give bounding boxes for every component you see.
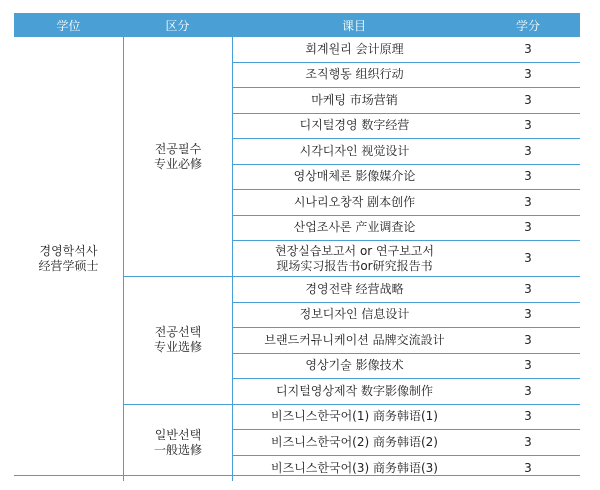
table-row-course: 시나리오창작 剧本创作 <box>232 190 476 216</box>
header-course: 课目 <box>232 13 476 37</box>
table-row-credit: 3 <box>476 88 580 114</box>
table-row-course: 시각디자인 视觉设计 <box>232 139 476 165</box>
table-row-credit: 3 <box>476 241 580 277</box>
table-row-credit: 3 <box>476 328 580 354</box>
table-row-course: 비즈니스한국어(3) 商务韩语(3) <box>232 456 476 482</box>
table-row-credit: 3 <box>476 63 580 89</box>
table-row-course: 정보디자인 信息设计 <box>232 303 476 329</box>
table-row-course: 브랜드커뮤니케이션 品牌交流設计 <box>232 328 476 354</box>
table-row-credit: 3 <box>476 190 580 216</box>
table-row-course: 조직행동 组织行动 <box>232 63 476 89</box>
table-row-course: 영상기술 影像技术 <box>232 354 476 380</box>
degree-cell: 경영학석사 经营学硕士 <box>38 244 99 273</box>
table-row-credit: 3 <box>476 216 580 242</box>
table-row-course: 비즈니스한국어(1) 商务韩语(1) <box>232 405 476 431</box>
table-row-course: 회계원리 会计原理 <box>232 37 476 63</box>
table-row-course: 디지털영상제작 数字影像制作 <box>232 379 476 405</box>
group-required: 전공필수 专业必修 <box>123 37 232 277</box>
group-general-elective: 일반선택 一般选修 <box>123 405 232 482</box>
table-row-credit: 3 <box>476 354 580 380</box>
table-row-course: 마케팅 市场营销 <box>232 88 476 114</box>
header-credit: 学分 <box>476 13 580 37</box>
table-row-credit: 3 <box>476 165 580 191</box>
curriculum-table <box>14 13 580 476</box>
table-row-course: 경영전략 经营战略 <box>232 277 476 303</box>
table-row-credit: 3 <box>476 277 580 303</box>
table-row-credit: 3 <box>476 139 580 165</box>
table-row-credit: 3 <box>476 405 580 431</box>
table-row-credit: 3 <box>476 303 580 329</box>
table-row-credit: 3 <box>476 379 580 405</box>
header-category: 区分 <box>123 13 232 37</box>
header-degree: 学位 <box>14 13 123 37</box>
table-row-credit: 3 <box>476 430 580 456</box>
table-row-credit: 3 <box>524 460 532 475</box>
table-row-credit: 3 <box>476 114 580 140</box>
table-row-course: 산업조사론 产业调查论 <box>232 216 476 242</box>
table-row-course: 영상매체론 影像媒介论 <box>232 165 476 191</box>
table-row-course: 비즈니스한국어(2) 商务韩语(2) <box>232 430 476 456</box>
table-row-course: 현장실습보고서 or 연구보고서 现场实习报告书or研究报告书 <box>232 241 476 277</box>
table-row-course: 디지털경영 数字经营 <box>232 114 476 140</box>
table-row-credit: 3 <box>476 37 580 63</box>
group-major-elective: 전공선택 专业选修 <box>123 277 232 405</box>
